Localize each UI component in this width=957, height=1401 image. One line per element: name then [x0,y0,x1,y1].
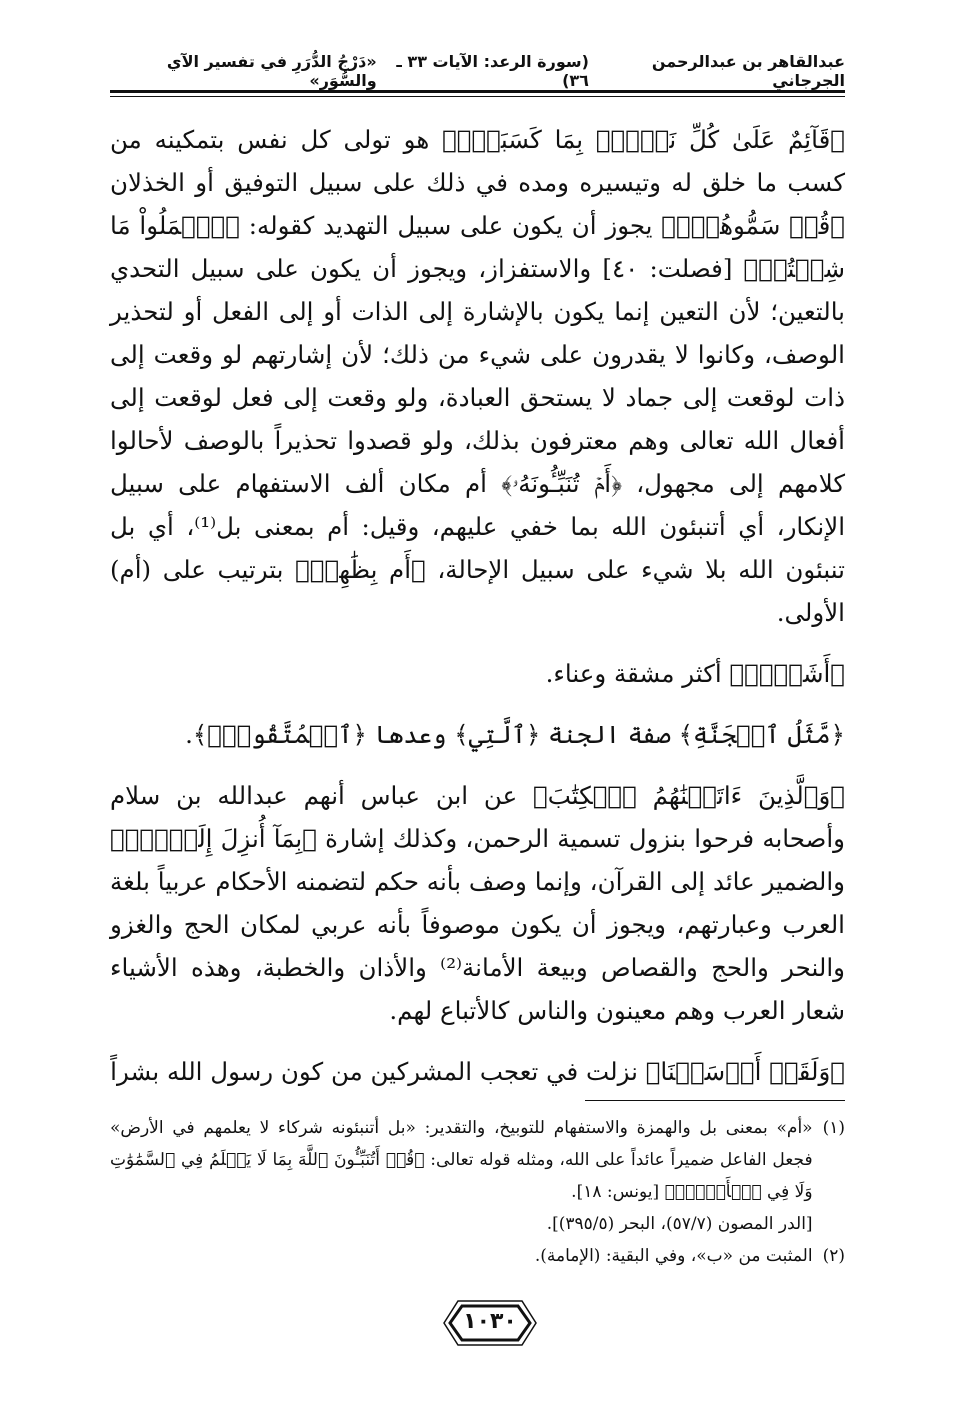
header-rule-thick [110,90,845,93]
footnotes [110,1112,845,1272]
footnote-1 [110,1112,845,1240]
footnote-number: (٢) [822,1246,845,1266]
page-number: ١٠٣٠ [463,1309,517,1334]
page-number-ornament [440,1298,540,1348]
header-book-title: «دَرْجُ الدُّرَرِ في تفسير الآي والسُّوَر» [166,52,377,90]
paragraph: ﴿وَلَقَدۡ أَرۡسَلۡنَا﴾ نزلت في تعجب المشركين من كون رسول الله بشراً [110,1057,845,1086]
footnote-2 [110,1240,845,1272]
header-author: عبدالقاهر بن عبدالرحمن الجرجاني [651,52,845,90]
paragraph: ﴿أَشَقُّۖ﴾ أكثر مشقة وعناء. [545,659,845,688]
footnote-reference: [الدر المصون (٥٧/٧)، البحر (٣٩٥/٥)]. [546,1214,813,1234]
paragraph: ﴿قَآئِمٌ عَلَىٰ كُلِّ نَفۡسِۢ بِمَا كَسَبَتۡۗ﴾ هو تولى كل نفس بتمكينه من كسب ما خلق له وتيسيره ومده في ذلك على سبيل التوفيق أو الخذلان ﴿قُلۡ سَمُّوهُمۡۚ﴾ يجوز أن يكون على سبيل التهديد كقوله: ﴿ٱعۡمَلُواْ مَا شِئۡتُمۡ﴾ [فصلت: ٤٠] والاستفزاز، ويجوز أن يكون على سبيل التحدي بالتعين؛ لأن التعين إنما يكون بالإشارة إلى الذات أو إلى الفعل أو لتحذير الوصف، وكانوا لا يقدرون على شيء من ذلك؛ لأن إشارتهم لو وقعت إلى ذات لوقعت إلى جماد لا يستحق العبادة، ولو وقعت إلى فعل لوقعت إلى أفعال الله تعالى وهم معترفون بذلك، ولو قصدوا تحذيراً بالوصف لأحالوا كلامهم إلى مجهول، ﴿أَمۡ تُنَبِّـُٔونَهُۥ﴾ أم مكان ألف الاستفهام على سبيل الإنكار، أي أتنبئون الله بما خفي عليهم، وقيل: أم بمعنى بل⁽¹⁾، أي بل تنبئون الله بلا شيء على سبيل الإحالة، ﴿أَم بِظَٰهِرٖ﴾ بترتيب على (أم) الأولى. [110,125,846,627]
paragraph: ﴿مَّثَلُ ٱلۡجَنَّةِ﴾ صفة الجنة ﴿ٱلَّتِي﴾ وعدها ﴿ٱلۡمُتَّقُونَۖ﴾. [185,720,845,749]
main-text [110,118,845,1093]
footnote-separator [585,1100,845,1101]
header-rule-thin [110,96,845,97]
footnote-number: (١) [822,1118,845,1138]
header-surah: (سورة الرعد: الآيات ٣٣ ـ ٣٦) [396,52,589,90]
footnote-text: المثبت من «ب»، وفي البقية: (الإمامة). [534,1246,813,1266]
footnote-text: «أم» بمعنى بل والهمزة والاستفهام للتوبيخ، والتقدير: «بل أتنبئونه شركاء لا يعلمهم في الأرض» فجعل الفاعل ضميراً عائداً على الله، ومثله قوله تعالى: ﴿قُلۡ أَتُنَبِّـُٔونَ ٱللَّهَ بِمَا لَا يَعۡلَمُ فِي ٱلسَّمَٰوَٰتِ وَلَا فِي ٱلۡأَرۡضِۚ﴾ [يونس: ١٨]. [110,1118,813,1202]
running-header [110,52,845,90]
paragraph: ﴿وَٱلَّذِينَ ءَاتَيۡنَٰهُمُ ٱلۡكِتَٰبَ﴾ عن ابن عباس أنهم عبدالله بن سلام وأصحابه فرحوا بنزول تسمية الرحمن، وكذلك إشارة ﴿بِمَآ أُنزِلَ إِلَيۡكَۖ﴾ والضمير عائد إلى القرآن، وإنما وصف بأنه حكم لتضمنه الأحكام عربياً بلغة العرب وعبارتهم، ويجوز أن يكون موصوفاً بأنه عربي لمكان الحج والغزو والنحر والحج والقصاص وبيعة الأمانة⁽²⁾ والأذان والخطبة، وهذه الأشياء شعار العرب وهم معينون والناس كالأتباع لهم. [110,781,845,1025]
